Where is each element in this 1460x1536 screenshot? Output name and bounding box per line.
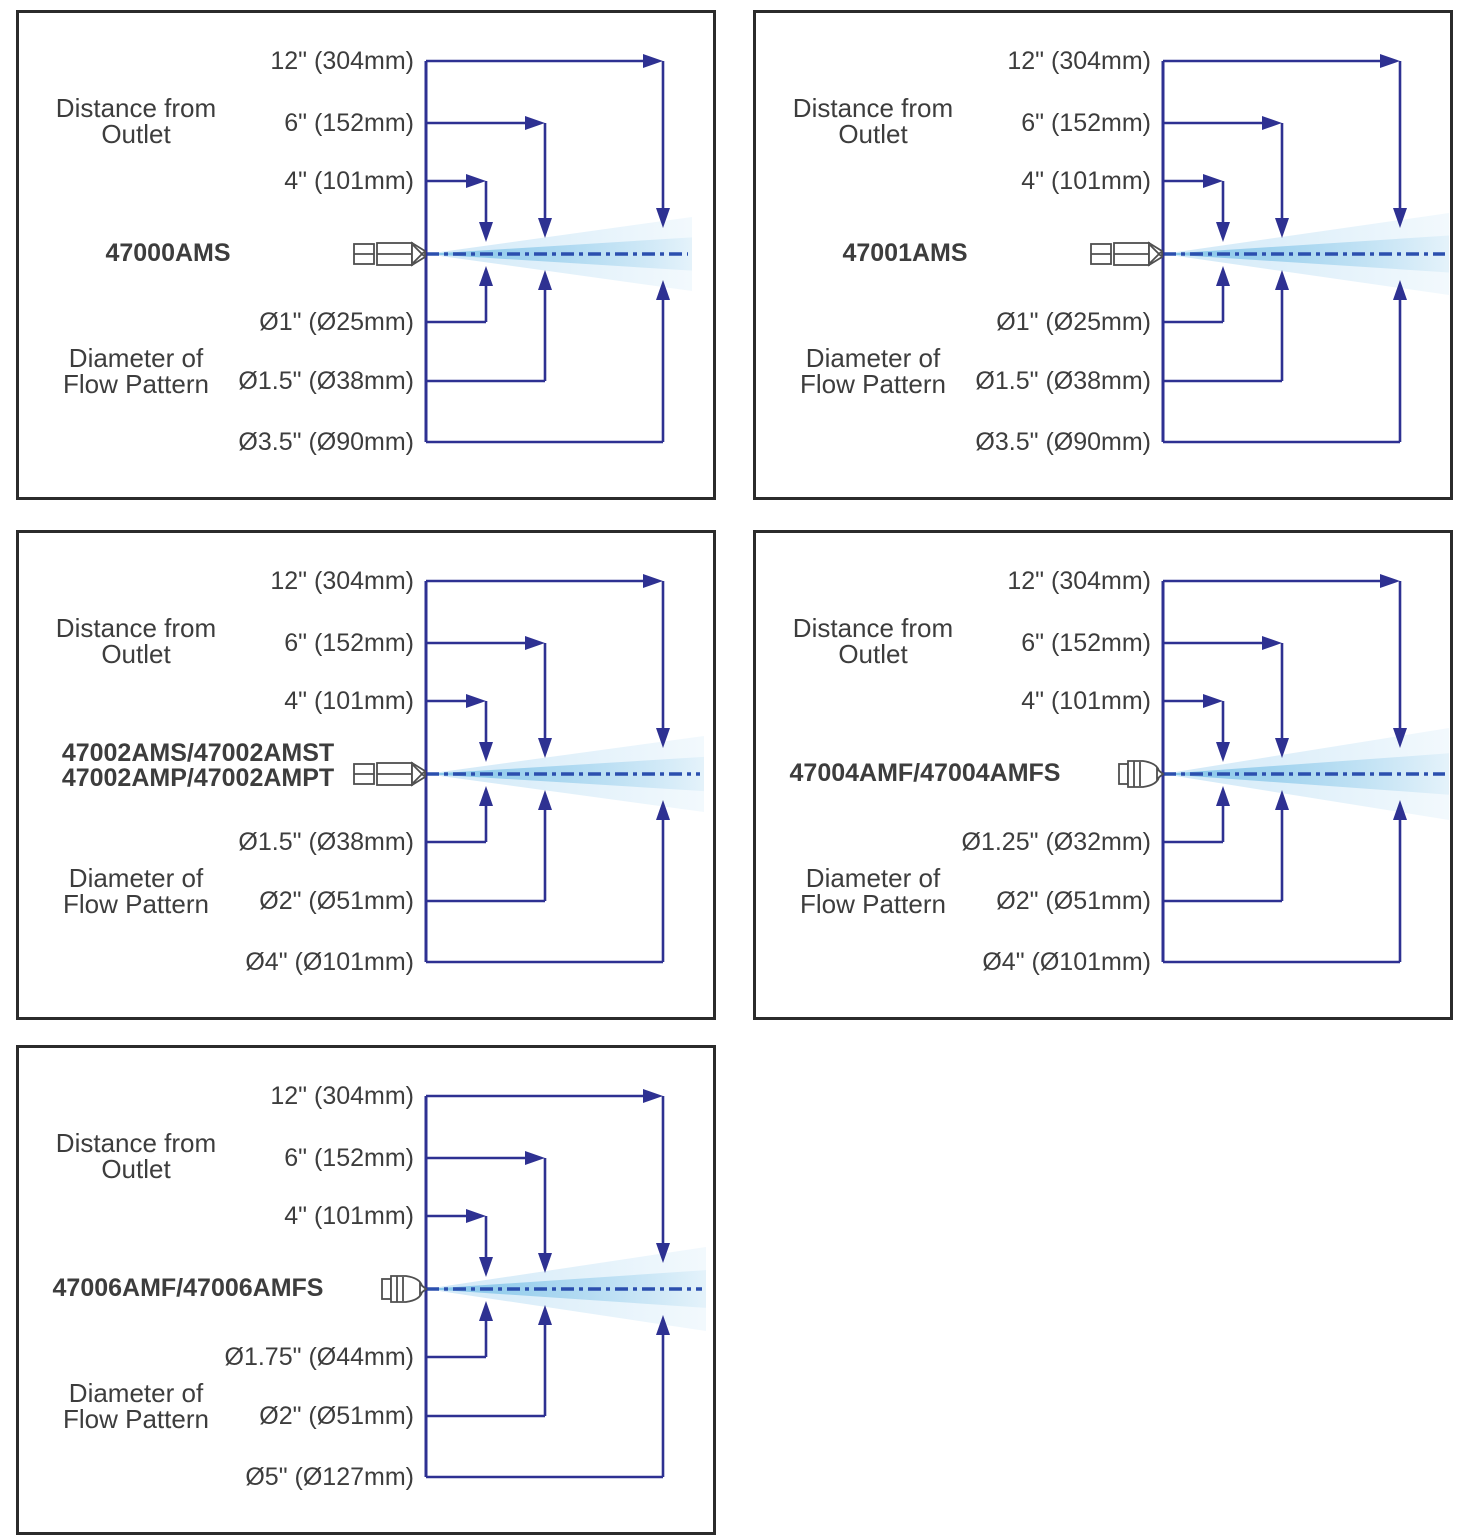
distance-arrow-4in [426, 174, 493, 242]
flow-pattern-panel [753, 10, 1453, 500]
model-label-line: 47000AMS [105, 239, 231, 267]
diameter-title-line: Diameter of [68, 343, 204, 373]
model-label [755, 761, 1095, 786]
distance-arrow-12in [426, 54, 670, 228]
up-arrowhead-icon [1216, 266, 1230, 286]
right-arrowhead-icon [643, 1089, 663, 1103]
distance-label: 4" (101mm) [284, 687, 414, 715]
model-label-line: 47002AMP/47002AMPT [61, 764, 335, 792]
distance-title-line: Outlet [838, 639, 908, 669]
nozzle-icon [1091, 243, 1162, 265]
diameter-label: Ø1.5" (Ø38mm) [975, 367, 1151, 395]
down-arrowhead-icon [538, 1253, 552, 1273]
distance-arrow-12in [1163, 574, 1407, 748]
diameter-label: Ø5" (Ø127mm) [245, 1463, 414, 1491]
diameter-label: Ø1.5" (Ø38mm) [238, 828, 414, 856]
up-arrowhead-icon [538, 270, 552, 290]
model-label-line: 47004AMF/47004AMFS [789, 759, 1061, 787]
distance-label: 4" (101mm) [1021, 687, 1151, 715]
diameter-arrow-large [426, 280, 670, 442]
diameter-label: Ø2" (Ø51mm) [996, 887, 1151, 915]
diameter-arrow-mid [426, 790, 552, 901]
flow-pattern-panel [16, 1045, 716, 1535]
distance-arrow-6in [1163, 116, 1289, 238]
distance-label: 12" (304mm) [270, 47, 414, 75]
down-arrowhead-icon [479, 742, 493, 762]
right-arrowhead-icon [1203, 694, 1223, 708]
diameter-title-line: Flow Pattern [800, 889, 946, 919]
distance-arrow-4in [426, 694, 493, 762]
distance-label: 12" (304mm) [1007, 47, 1151, 75]
down-arrowhead-icon [479, 222, 493, 242]
flow-pattern-panel [16, 530, 716, 1020]
diameter-arrow-mid [1163, 270, 1289, 381]
distance-arrow-6in [1163, 636, 1289, 758]
distance-label: 6" (152mm) [1021, 629, 1151, 657]
diameter-label: Ø1" (Ø25mm) [996, 308, 1151, 336]
diameter-arrow-small [426, 266, 493, 322]
distance-title-line: Outlet [101, 1154, 171, 1184]
right-arrowhead-icon [525, 116, 545, 130]
right-arrowhead-icon [466, 174, 486, 188]
distance-arrow-4in [1163, 174, 1230, 242]
diameter-title-line: Flow Pattern [63, 1404, 209, 1434]
distance-arrow-6in [426, 636, 552, 758]
distance-title-line: Distance from [55, 1128, 217, 1158]
right-arrowhead-icon [1203, 174, 1223, 188]
diameter-arrow-small [1163, 266, 1230, 322]
nozzle-icon [354, 243, 425, 265]
diameter-label: Ø1.75" (Ø44mm) [224, 1343, 414, 1371]
nozzle-icon [382, 1276, 426, 1302]
down-arrowhead-icon [538, 218, 552, 238]
right-arrowhead-icon [1262, 636, 1282, 650]
down-arrowhead-icon [1216, 222, 1230, 242]
down-arrowhead-icon [538, 738, 552, 758]
up-arrowhead-icon [479, 786, 493, 806]
right-arrowhead-icon [525, 636, 545, 650]
diameter-label: Ø4" (Ø101mm) [982, 948, 1151, 976]
diameter-arrow-small [426, 786, 493, 842]
distance-label: 12" (304mm) [1007, 567, 1151, 595]
distance-title-line: Distance from [792, 613, 954, 643]
right-arrowhead-icon [466, 694, 486, 708]
distance-label: 12" (304mm) [270, 567, 414, 595]
model-label [0, 241, 338, 266]
distance-arrow-12in [1163, 54, 1407, 228]
diameter-arrow-small [1163, 786, 1230, 842]
down-arrowhead-icon [1275, 218, 1289, 238]
model-label-line: 47001AMS [842, 239, 968, 267]
right-arrowhead-icon [643, 574, 663, 588]
distance-label: 6" (152mm) [284, 109, 414, 137]
flow-pattern-panel [753, 530, 1453, 1020]
distance-arrow-4in [1163, 694, 1230, 762]
right-arrowhead-icon [1262, 116, 1282, 130]
distance-arrow-6in [426, 1151, 552, 1273]
diameter-title-line: Diameter of [805, 343, 941, 373]
distance-label: 4" (101mm) [284, 1202, 414, 1230]
distance-title-line: Outlet [101, 119, 171, 149]
diameter-label: Ø1" (Ø25mm) [259, 308, 414, 336]
up-arrowhead-icon [1275, 270, 1289, 290]
up-arrowhead-icon [479, 1301, 493, 1321]
diameter-arrow-large [426, 1315, 670, 1477]
right-arrowhead-icon [643, 54, 663, 68]
diameter-arrow-mid [1163, 790, 1289, 901]
right-arrowhead-icon [466, 1209, 486, 1223]
diameter-label: Ø3.5" (Ø90mm) [238, 428, 414, 456]
diameter-title-line: Diameter of [68, 863, 204, 893]
distance-title-line: Outlet [101, 639, 171, 669]
up-arrowhead-icon [1216, 786, 1230, 806]
right-arrowhead-icon [1380, 54, 1400, 68]
diameter-arrow-large [426, 800, 670, 962]
distance-title-line: Outlet [838, 119, 908, 149]
down-arrowhead-icon [1216, 742, 1230, 762]
diameter-title-line: Flow Pattern [63, 369, 209, 399]
down-arrowhead-icon [479, 1257, 493, 1277]
distance-arrow-6in [426, 116, 552, 238]
nozzle-icon [1119, 761, 1163, 787]
diameter-title-line: Diameter of [805, 863, 941, 893]
right-arrowhead-icon [1380, 574, 1400, 588]
model-label [735, 241, 1075, 266]
diameter-title-line: Flow Pattern [800, 369, 946, 399]
up-arrowhead-icon [479, 266, 493, 286]
diameter-arrow-mid [426, 1305, 552, 1416]
model-label [28, 741, 368, 791]
distance-title-line: Distance from [55, 613, 217, 643]
distance-label: 6" (152mm) [1021, 109, 1151, 137]
distance-arrow-12in [426, 574, 670, 748]
distance-label: 6" (152mm) [284, 629, 414, 657]
distance-label: 4" (101mm) [1021, 167, 1151, 195]
diameter-label: Ø1.5" (Ø38mm) [238, 367, 414, 395]
diameter-arrow-large [1163, 800, 1407, 962]
up-arrowhead-icon [538, 790, 552, 810]
distance-title-line: Distance from [55, 93, 217, 123]
diameter-arrow-large [1163, 280, 1407, 442]
distance-label: 12" (304mm) [270, 1082, 414, 1110]
distance-label: 4" (101mm) [284, 167, 414, 195]
diameter-label: Ø4" (Ø101mm) [245, 948, 414, 976]
diameter-label: Ø3.5" (Ø90mm) [975, 428, 1151, 456]
diameter-arrow-mid [426, 270, 552, 381]
up-arrowhead-icon [538, 1305, 552, 1325]
distance-arrow-12in [426, 1089, 670, 1263]
distance-arrow-4in [426, 1209, 493, 1277]
flow-pattern-panel [16, 10, 716, 500]
right-arrowhead-icon [525, 1151, 545, 1165]
diameter-title-line: Diameter of [68, 1378, 204, 1408]
diameter-arrow-small [426, 1301, 493, 1357]
distance-title-line: Distance from [792, 93, 954, 123]
distance-label: 6" (152mm) [284, 1144, 414, 1172]
diameter-title-line: Flow Pattern [63, 889, 209, 919]
model-label [18, 1276, 358, 1301]
diameter-label: Ø1.25" (Ø32mm) [961, 828, 1151, 856]
diameter-label: Ø2" (Ø51mm) [259, 887, 414, 915]
diameter-label: Ø2" (Ø51mm) [259, 1402, 414, 1430]
model-label-line: 47002AMS/47002AMST [61, 739, 335, 767]
model-label-line: 47006AMF/47006AMFS [52, 1274, 324, 1302]
